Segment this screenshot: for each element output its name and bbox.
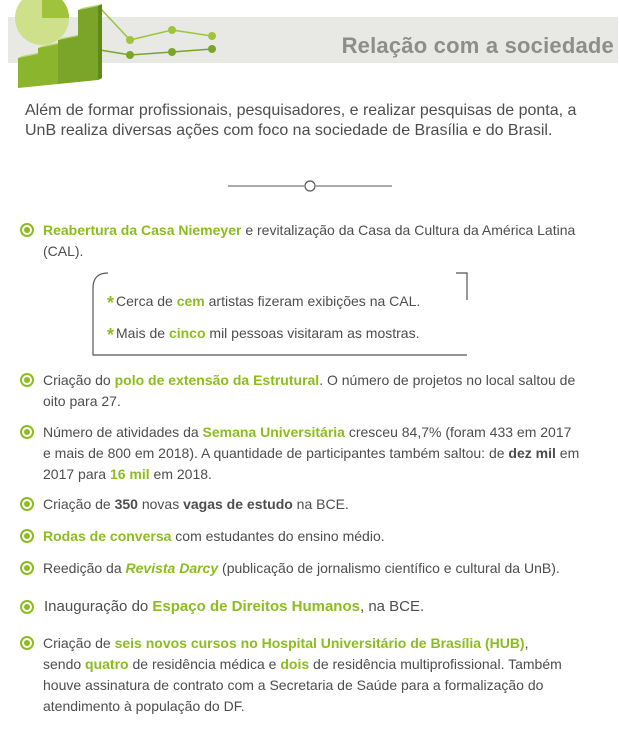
asterisk-icon: * bbox=[107, 293, 115, 313]
asterisk-icon: * bbox=[107, 325, 115, 345]
callout-box bbox=[92, 272, 468, 356]
callout-item: * Mais de cinco mil pessoas visitaram as mostras. bbox=[107, 325, 420, 345]
divider bbox=[228, 180, 394, 192]
bullet-icon bbox=[20, 529, 34, 543]
bullet-icon bbox=[20, 373, 34, 387]
page-title: Relação com a sociedade bbox=[341, 33, 614, 58]
bullet-icon bbox=[20, 425, 34, 439]
intro-paragraph: Além de formar profissionais, pesquisadores, e realizar pesquisas de ponta, a UnB realiza diversas ações com foco na sociedade de Brasília e do Brasil. bbox=[25, 102, 577, 139]
bullet-icon bbox=[20, 497, 34, 511]
bullet-icon bbox=[20, 223, 34, 237]
chart-logo-icon bbox=[0, 0, 250, 90]
bullet-icon bbox=[20, 561, 34, 575]
bullet-icon bbox=[20, 636, 34, 650]
callout-item: * Cerca de cem artistas fizeram exibições na CAL. bbox=[107, 293, 421, 313]
bullet-icon bbox=[20, 600, 34, 614]
list-item: Reabertura da Casa Niemeyer e revitalização da Casa da Cultura da América Latina (CAL). bbox=[20, 220, 580, 264]
